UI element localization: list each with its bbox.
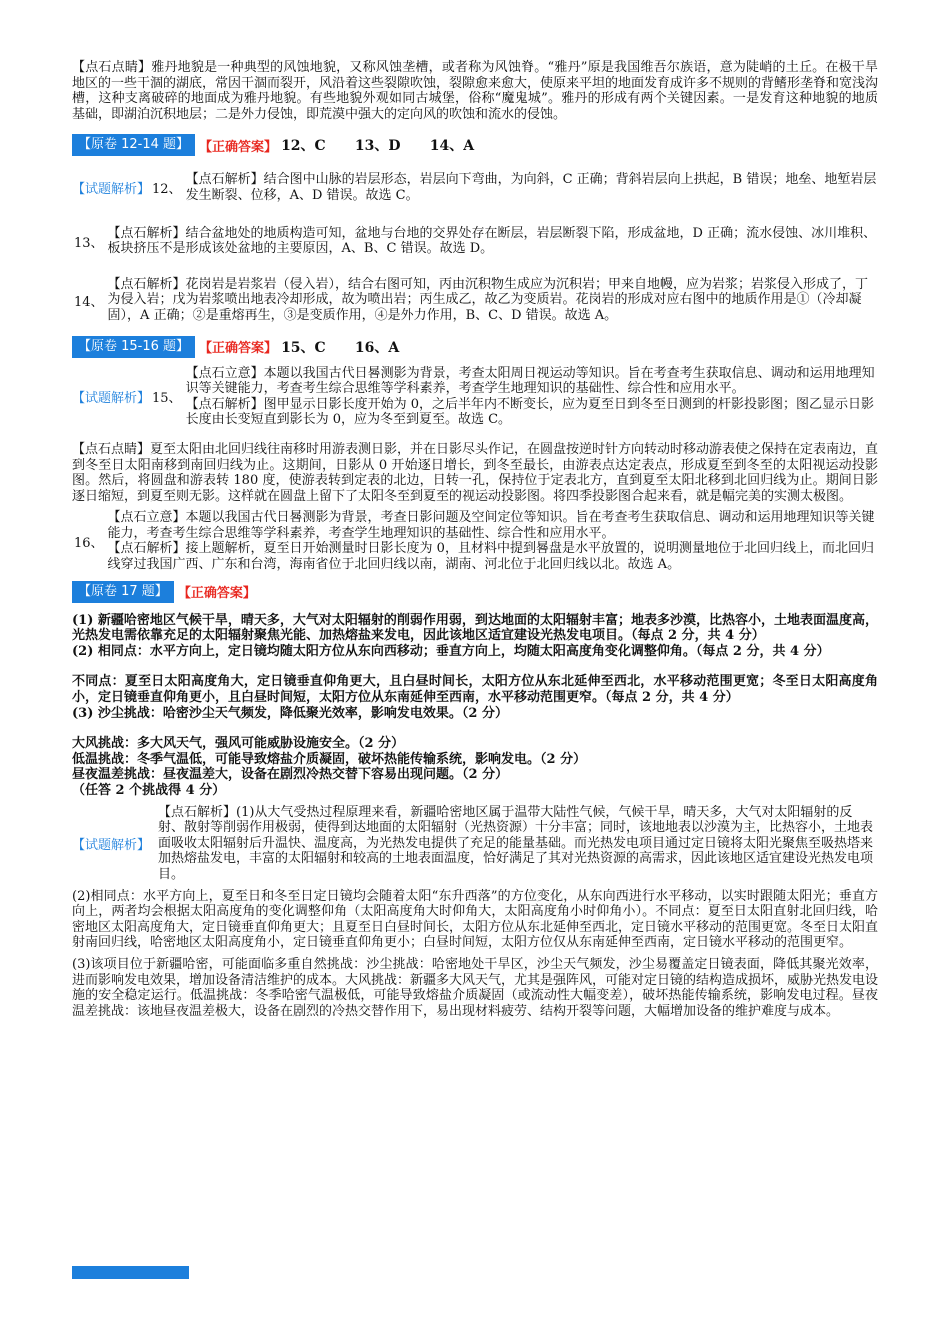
q16-block: [72, 510, 878, 572]
q15-dianjing: 【点石点睛】夏至太阳由北回归线往南移时用游表测日影，并在日影尽头作记，在圆盘按逆时针方向转动时移动游表使之保持在定表南边，直到冬至日太阳南移到南回归线为止。这期间，日影从 0 开始逐日增长，到冬至最长，由游表点达定表点，形成夏至到冬至的太阳视运动投影图。然后，将圆盘和游表转 180 度，使游表转到定表的北边，日转一孔，保持位于定表北方，直到夏至太阳北移到北回归线为止。期间日影逐日缩短，到夏至则无影。这样就在圆盘上留下了太阳冬至到夏至的视运动投影图。将四季投影图合起来看，就是幅完美的实测太极图。: [72, 441, 879, 504]
footer-accent-bar: [72, 1266, 189, 1279]
section-header-15-16: [72, 336, 878, 358]
q15-analysis: [186, 366, 878, 428]
q17-answer-5: 大风挑战：多大风天气，强风可能威胁设施安全。（2 分）: [72, 736, 405, 752]
intro-dianjing: 【点石点睛】雅丹地貌是一种典型的风蚀地貌，又称风蚀垄槽，或者称为风蚀脊。“雅丹”原是我国维吾尔族语，意为陡峭的土丘。在极干旱地区的一些干涸的湖底，常因干涸而裂开，风沿着这些裂隙吹蚀，裂隙愈来愈大，使原来平坦的地面发育成许多不规则的背鳍形垄脊和宽浅沟槽，这种支离破碎的地面成为雅丹地貌。有些地貌外观如同古城堡，俗称“魔鬼城”。雅丹的形成有两个关键因素。一是发育这种地貌的地质基础，即湖泊沉积地层；二是外力侵蚀，即荒漠中强大的定向风的吹蚀和流水的侵蚀。: [72, 60, 879, 122]
section-label: 【原卷 12-14 题】: [72, 134, 195, 156]
q17-answer-6: 低温挑战：冬季气温低，可能导致熔盐介质凝固，破坏热能传输系统，影响发电。（2 分）: [72, 751, 587, 767]
analysis-label: 【试题解析】: [72, 838, 151, 854]
q15-jiexi: 【点石解析】图甲显示日影长度开始为 0，之后半年内不断变长，应为夏至日到冬至日测到的杆影投影图；图乙显示日影长度由长变短直到影长为 0，应为冬至到夏至。故选 C。: [185, 396, 874, 428]
q16-analysis: [108, 510, 878, 572]
q17-answer-2: (2) 相同点：水平方向上，定日镜均随太阳方位从东向西移动；垂直方向上，均随太阳高度角变化调整仰角。（每点 2 分，共 4 分）: [72, 643, 830, 659]
q17-analysis-block: [72, 805, 878, 883]
q17-answer-8: （任答 2 个挑战得 4 分）: [72, 783, 226, 798]
analysis-label: 【试题解析】: [72, 182, 151, 198]
q13-block: [72, 226, 878, 257]
question-number: 16、: [74, 535, 104, 551]
section-label: 【原卷 15-16 题】: [72, 336, 195, 358]
q17-answer: [72, 613, 878, 799]
q14-analysis: 【点石解析】花岗岩是岩浆岩（侵入岩），结合右图可知，丙由沉积物生成应为沉积岩；甲来自地幔，应为岩浆；岩浆侵入形成了，丁为侵入岩；戊为岩浆喷出地表冷却形成，故为喷出岩；丙生成乙，故乙为变质岩。花岗岩的形成对应右图中的地质作用是①（冷却凝固），A 正确；②是重熔再生，③是变质作用，④是外力作用，B、C、D 错误。故选 A。: [107, 276, 869, 323]
section-header-17: [72, 581, 878, 603]
q12-analysis: 【点石解析】结合图中山脉的岩层形态，岩层向下弯曲，为向斜，C 正确；背斜岩层向上拱起，B 错误；地垒、地堑岩层发生断裂、位移，A、D 错误。故选 C。: [185, 172, 877, 203]
q17-answer-3: 不同点：夏至日太阳高度角大，定日镜垂直仰角更大，且白昼时间长，太阳方位从东北延伸至西北，水平移动范围更宽；冬至日太阳高度角小，定日镜垂直仰角更小，且白昼时间短，太阳方位从东南延伸至西南，水平移动范围更窄。（每点 2 分，共 4 分）: [72, 674, 878, 706]
analysis-label: 【试题解析】: [72, 391, 151, 407]
answer-values: 15、C 16、A: [281, 339, 400, 356]
q15-liyi: 【点石立意】本题以我国古代日晷测影为背景，考查太阳周日视运动等知识。旨在考查考生获取信息、调动和运用地理知识等关键能力，考查考生综合思维等学科素养，考查学生地理知识的基础性、综合性和应用水平。: [185, 365, 875, 397]
answer-label: 【正确答案】: [199, 341, 278, 357]
q17-answer-4: (3) 沙尘挑战：哈密沙尘天气频发，降低聚光效率，影响发电效果。（2 分）: [72, 705, 508, 721]
q17-answer-1: (1) 新疆哈密地区气候干旱，晴天多，大气对太阳辐射的削弱作用弱，到达地面的太阳辐射丰富；地表多沙漠，比热容小，土地表面温度高，光热发电需依靠充足的太阳辐射聚焦光能、加热熔盐来发电，因此该地区适宜建设光热发电项目。（每点 2 分，共 4 分）: [72, 612, 878, 644]
q13-analysis: 【点石解析】结合盆地处的地质构造可知，盆地与台地的交界处存在断层，岩层断裂下陷，形成盆地，D 正确；流水侵蚀、冰川堆积、板块挤压不是形成该处盆地的主要原因，A、B、C 错误。故选 D。: [107, 225, 877, 257]
q14-block: [72, 277, 878, 324]
question-number: 13、: [74, 235, 104, 251]
answer-label: 【正确答案】: [199, 139, 278, 155]
q17-analysis-3: (3)该项目位于新疆哈密，可能面临多重自然挑战：沙尘挑战：哈密地处干旱区，沙尘天气频发，沙尘易覆盖定日镜表面，降低其聚光效率，进而影响发电效果，增加设备清洁维护的成本。大风挑战：新疆多大风天气，尤其是强阵风，可能对定日镜的结构造成损坏，威胁光热发电设施的安全稳定运行。低温挑战：冬季哈密气温极低，可能导致熔盐介质凝固（或流动性大幅变差），破坏热能传输系统，影响发电过程。昼夜温差挑战：该地昼夜温差极大，设备在剧烈的冷热交替作用下，易出现材料疲劳、结构开裂等问题，大幅增加设备的维护难度与成本。: [72, 956, 879, 1019]
q17-answer-7: 昼夜温差挑战：昼夜温差大，设备在剧烈冷热交替下容易出现问题。（2 分）: [72, 767, 509, 783]
answer-values: 12、C 13、D 14、A: [281, 138, 475, 155]
document-page: [72, 60, 878, 1019]
q16-liyi: 【点石立意】本题以我国古代日晷测影为背景，考查日影问题及空间定位等知识。旨在考查考生获取信息、调动和运用地理知识等关键能力，考查考生综合思维等学科素养，考查学生地理知识的基础性、综合性和应用水平。: [107, 510, 875, 541]
q17-analysis-2: (2)相同点：水平方向上，夏至日和冬至日定日镜均会随着太阳“东升西落”的方位变化，从东向西进行水平移动，以实时跟随太阳光；垂直方向上，两者均会根据太阳高度角的变化调整仰角（太阳高度角大时仰角大，太阳高度角小时仰角小）。不同点：夏至日太阳直射北回归线，哈密地区太阳高度角大，定日镜垂直仰角更大；且夏至日白昼时间长，太阳方位从东北延伸至西北，定日镜水平移动的范围更宽。冬至日太阳直射南回归线，哈密地区太阳高度角小，定日镜垂直仰角更小；白昼时间短，太阳方位仅从东南延伸至西南，定日镜水平移动的范围更窄。: [72, 888, 879, 951]
q17-analysis-1: 【点石解析】(1)从大气受热过程原理来看，新疆哈密地区属于温带大陆性气候，气候干旱，晴天多，大气对太阳辐射的反射、散射等削弱作用极弱，使得到达地面的太阳辐射（光热资源）十分丰富；同时，该地地表以沙漠为主，比热容小，土地表面吸收太阳辐射后升温快、温度高，为光热发电提供了充足的能量基础。而光热发电项目通过定日镜将太阳光聚焦至吸热塔来加热熔盐发电，丰富的太阳辐射和较高的土地表面温度，恰好满足了其对光热资源的高需求，因此该地区适宜建设光热发电项目。: [158, 804, 874, 882]
section-header-12-14: [72, 134, 878, 156]
q12-block: [72, 172, 878, 203]
question-number: 14、: [74, 294, 104, 310]
q16-jiexi: 【点石解析】接上题解析，夏至日开始测量时日影长度为 0，且材料中提到晷盘是水平放置的，说明测量地位于北回归线上，而北回归线穿过我国广西、广东和台湾，海南省位于北回归线以南，湖南、河北位于北回归线以北。故选 A。: [107, 541, 874, 573]
question-number: 12、: [152, 182, 182, 198]
question-number: 15、: [152, 391, 182, 407]
section-label: 【原卷 17 题】: [72, 581, 174, 603]
q15-block: [72, 366, 878, 428]
answer-label: 【正确答案】: [177, 586, 256, 602]
